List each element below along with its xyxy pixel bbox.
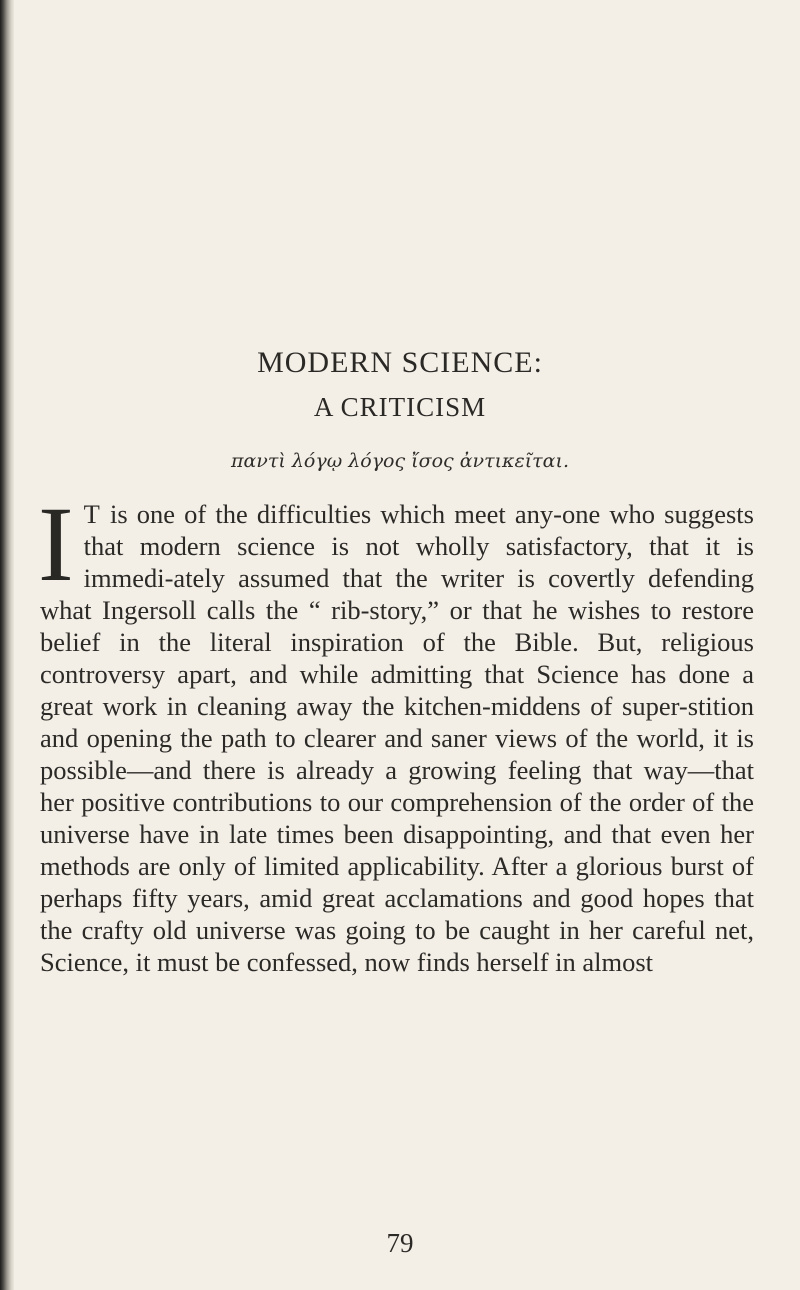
page-number: 79 bbox=[386, 1228, 414, 1258]
greek-epigraph: παντὶ λόγῳ λόγος ἴσος ἀντικεῖται. bbox=[230, 450, 569, 472]
chapter-title: MODERN SCIENCE: bbox=[257, 346, 543, 379]
paragraph-text: is one of the difficulties which meet any-one who suggests that modern science is not wholly satisfactory, that it is immedi-ately assumed that the writer is covertly defending what Ingersoll calls the “ rib-story,” or that he wishes to restore belief in the literal inspiration of the Bible. But, religious controversy apart, and while admitting that Science has done a great work in cleaning away the kitchen-middens of super-stition and opening the path to clearer and saner views of the world, it is possible—and there is already a growing feeling that way—that her positive contributions to our comprehension of the order of the universe have in late times been disappointing, and that even her methods are only of limited applicability. After a glorious burst of perhaps fifty years, amid great acclamations and good hopes that the crafty old universe was going to be caught in her careful net, Science, it must be confessed, now finds herself in almost bbox=[40, 499, 754, 977]
first-word: T bbox=[83, 499, 101, 529]
chapter-subtitle: A CRITICISM bbox=[313, 392, 487, 422]
drop-cap: I bbox=[38, 486, 74, 604]
body-paragraph bbox=[38, 486, 754, 978]
